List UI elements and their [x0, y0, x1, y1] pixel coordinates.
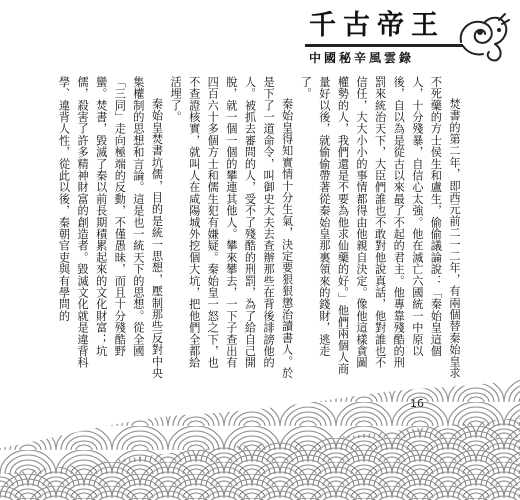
- paragraph: 秦始皇得知實情十分生氣，決定要狠狠懲治讀書人。於是下了一道命令，叫御史大夫去查辦那些在背後誹謗他的人。被抓去審問的人，受不了殘酷的刑罰，為了給自己開脫，就一個一個的攀連其他人。攀來攀去，一下子查出有四百六十多個方士和儒生犯有嫌疑。秦始皇一怒之下，也不查證核實，就叫人在咸陽城外挖個大坑，把他們全都給活埋了。: [169, 76, 294, 380]
- wave-decoration: [0, 378, 520, 500]
- body-text: [57, 76, 463, 380]
- paragraph: 秦始皇焚書坑儒，目的是統一思想，壓制那些反對中央集權制的思想和言論。這是也一統天下的思想。從全國「三同」走向極端的反動，不僅愚昧，而且十分殘酷野蠻。焚書，毀滅了秦以前長期積累起來的文化財富；坑儒，殺害了許多精神財富的創造者。毀滅文化就是違背科學、違背人性，從此以後，秦朝官吏與有學問的: [57, 76, 164, 380]
- book-title: 千古帝王: [309, 10, 445, 41]
- page-header: [305, 10, 510, 68]
- paragraph: 焚書的第二年，即西元前二一二年，有兩個替秦始皇求不死藥的方士侯生和盧生，偷偷議論說：「秦始皇這個人，十分殘暴，自信心太強。他在滅亡六國統一中原以後，自以為是從古以來最了不起的君主。他專靠殘酷的刑罰來統治天下，大臣們誰也不敢對他說真話，他對誰也不信任，大大小小的事情都得由他親自決定。像他這樣貪圖權勢的人，我們還是不要為他求仙藥的好。」他們兩個人商量好以後，就偷偷帶著從秦始皇那裏領來的錢財，逃走了。: [299, 76, 461, 380]
- series-subtitle: 中國秘辛風雲錄: [309, 51, 415, 65]
- title-rule: [305, 44, 463, 47]
- dragon-emblem-icon: [455, 12, 511, 62]
